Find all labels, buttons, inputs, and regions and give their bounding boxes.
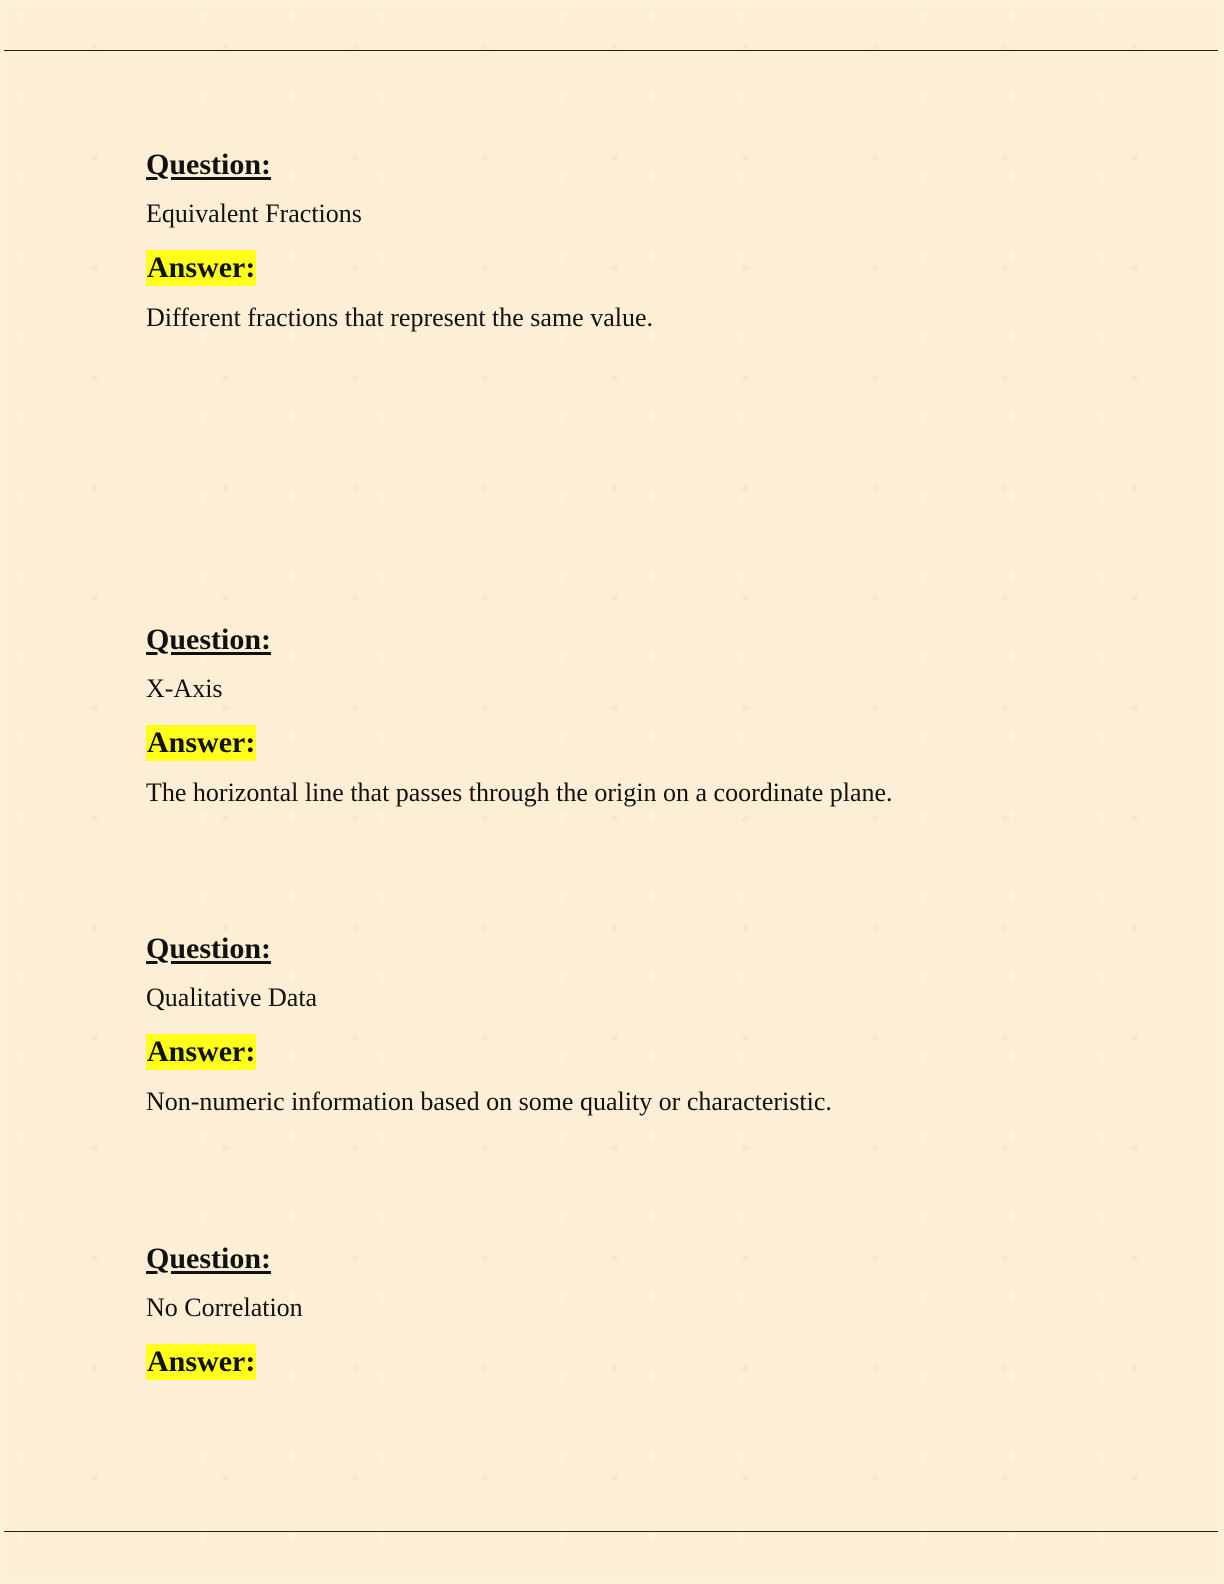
answer-definition: Non-numeric information based on some quality or characteristic. [146,1087,832,1116]
question-term: Qualitative Data [146,983,318,1012]
answer-heading: Answer: [147,251,256,284]
header-rule [4,50,1218,51]
flashcard-1 [146,146,653,334]
question-term: No Correlation [146,1293,303,1322]
answer-definition: The horizontal line that passes through the origin on a coordinate plane. [146,778,893,807]
question-heading: Question: [146,623,272,656]
question-term: X-Axis [146,674,223,703]
footer-rule [4,1531,1218,1532]
flashcard-3 [146,930,832,1118]
answer-definition: Different fractions that represent the same value. [146,303,654,332]
answer-heading: Answer: [147,1035,256,1068]
answer-heading: Answer: [147,726,256,759]
question-heading: Question: [146,932,272,965]
flashcard-2 [146,621,893,809]
question-heading: Question: [146,1242,272,1275]
flashcard-4 [146,1240,303,1380]
question-heading: Question: [146,148,272,181]
question-term: Equivalent Fractions [146,199,362,228]
answer-heading: Answer: [147,1345,256,1378]
